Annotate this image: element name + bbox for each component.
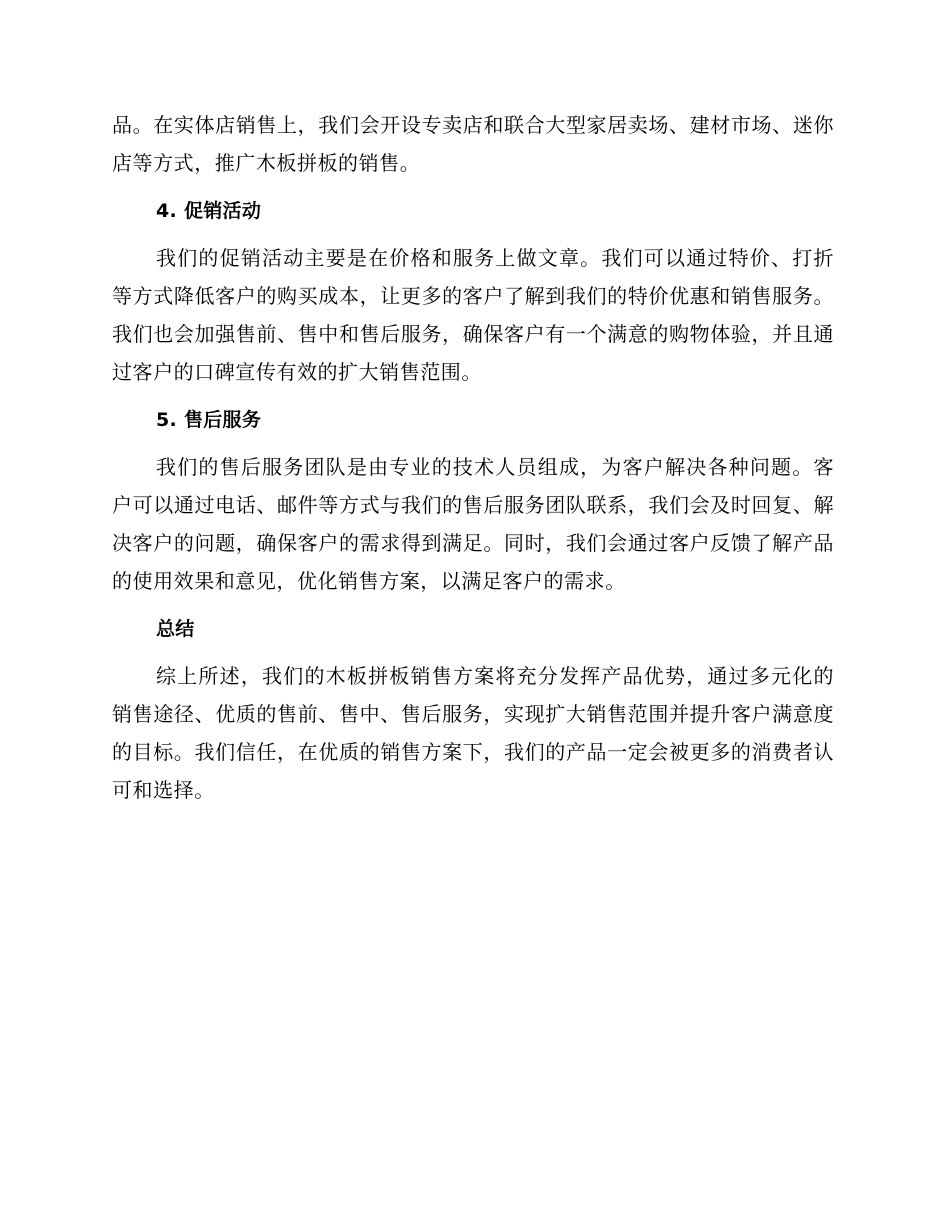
section-paragraph-after-sales: 我们的售后服务团队是由专业的技术人员组成，为客户解决各种问题。客户可以通过电话、邮件等方式与我们的售后服务团队联系，我们会及时回复、解决客户的问题，确保客户的需求得到满足。同时，我们会通过客户反馈了解产品的使用效果和意见，优化销售方案，以满足客户的需求。 xyxy=(112,455,834,593)
section-heading-promotion: 4. 促销活动 xyxy=(156,200,262,222)
section-paragraph-summary: 综上所述，我们的木板拼板销售方案将充分发挥产品优势，通过多元化的销售途径、优质的售前、售中、售后服务，实现扩大销售范围并提升客户满意度的目标。我们信任，在优质的销售方案下，我们的产品一定会被更多的消费者认可和选择。 xyxy=(112,664,834,802)
section-paragraph-promotion: 我们的促销活动主要是在价格和服务上做文章。我们可以通过特价、打折等方式降低客户的购买成本，让更多的客户了解到我们的特价优惠和销售服务。我们也会加强售前、售中和售后服务，确保客户有一个满意的购物体验，并且通过客户的口碑宣传有效的扩大销售范围。 xyxy=(112,246,834,384)
section-heading-summary: 总结 xyxy=(156,618,195,640)
document-body xyxy=(112,106,834,809)
section-heading-after-sales: 5. 售后服务 xyxy=(156,409,262,431)
continuation-paragraph: 品。在实体店销售上，我们会开设专卖店和联合大型家居卖场、建材市场、迷你店等方式，推广木板拼板的销售。 xyxy=(112,113,834,175)
